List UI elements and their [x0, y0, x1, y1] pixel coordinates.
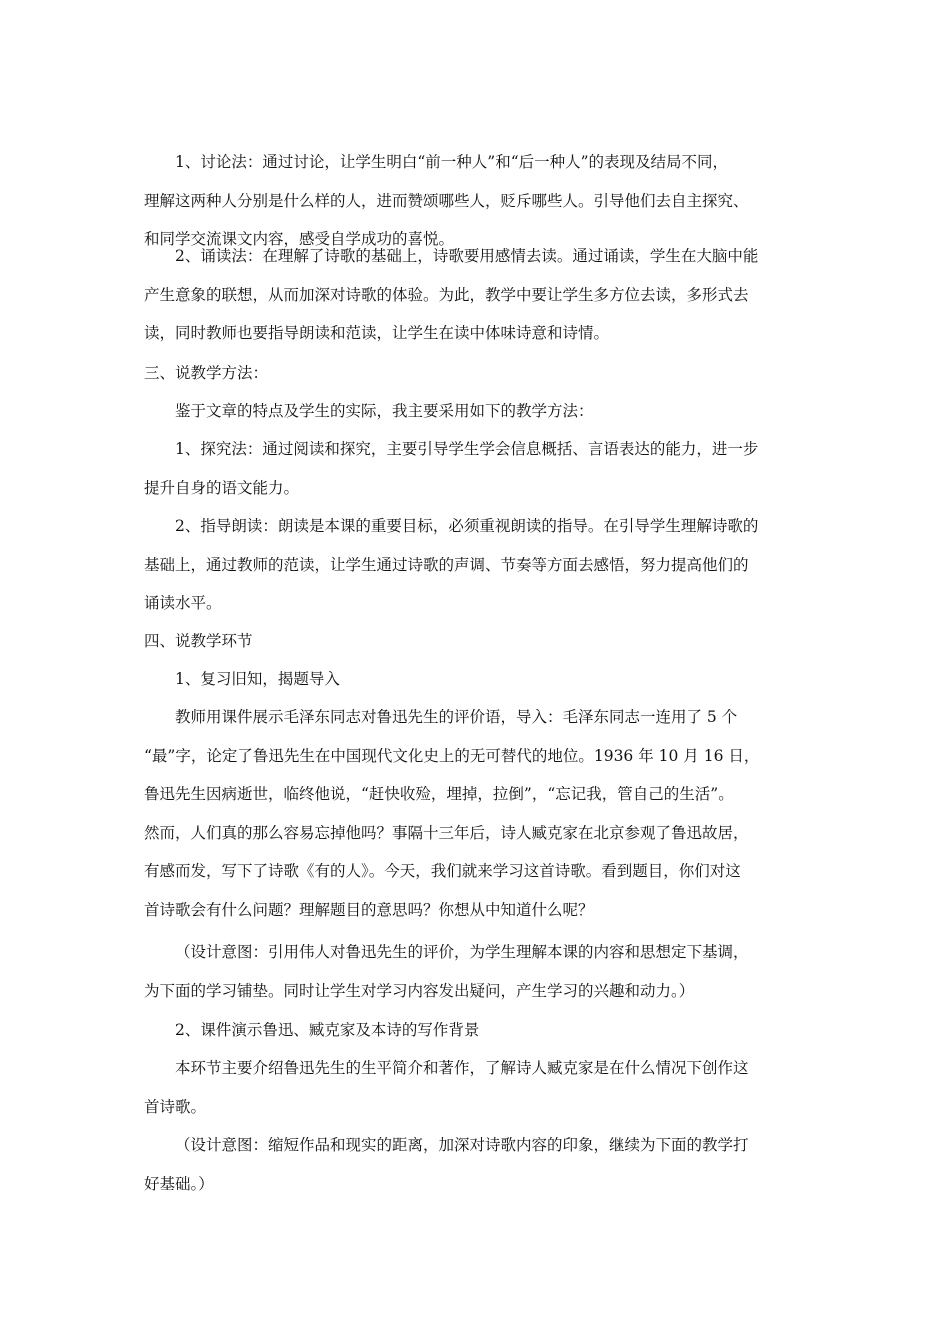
- text-line: 为下面的学习铺垫。同时让学生对学习内容发出疑问，产生学习的兴趣和动力。）: [144, 981, 695, 1000]
- text-line: 产生意象的联想，从而加深对诗歌的体验。为此，教学中要让学生多方位去读，多形式去: [144, 285, 749, 304]
- text-line: 鲁迅先生因病逝世，临终他说，“赶快收殓，埋掉，拉倒”，“忘记我，管自己的生活”。: [144, 785, 734, 804]
- text-line: 本环节主要介绍鲁迅先生的生平简介和著作，了解诗人臧克家是在什么情况下创作这: [175, 1059, 749, 1077]
- paragraph-inquiry-method: [144, 430, 812, 507]
- paragraph-design-intent-2: [144, 1126, 812, 1203]
- text-line: 然而，人们真的那么容易忘掉他吗？事隔十三年后，诗人臧克家在北京参观了鲁迅故居，: [144, 823, 749, 842]
- paragraph-step-2-title: [144, 1011, 812, 1050]
- text-line: 和同学交流课文内容，感受自学成功的喜悦。: [144, 230, 455, 249]
- paragraph-step-1-body: [144, 698, 812, 930]
- text-line: 1、探究法：通过阅读和探究，主要引导学生学会信息概括、言语表达的能力，进一步: [175, 440, 759, 458]
- paragraph-step-1-title: [144, 660, 812, 699]
- text-line: 诵读水平。: [144, 594, 222, 613]
- text-line: 提升自身的语文能力。: [144, 478, 300, 497]
- text-line: 鉴于文章的特点及学生的实际，我主要采用如下的教学方法：: [175, 402, 594, 420]
- text-line: （设计意图：引用伟人对鲁迅先生的评价，为学生理解本课的内容和思想定下基调，: [175, 943, 749, 961]
- paragraph-step-2-body: [144, 1049, 812, 1126]
- text-line: 首诗歌。: [144, 1097, 207, 1116]
- text-line: 2、指导朗读：朗读是本课的重要目标，必须重视朗读的指导。在引导学生理解诗歌的: [175, 517, 759, 535]
- heading-line: 三、说教学方法：: [144, 364, 269, 382]
- text-line: “最”字，论定了鲁迅先生在中国现代文化史上的无可替代的地位。1936 年 10 月 16 日，: [144, 746, 760, 765]
- text-line: 2、课件演示鲁迅、臧克家及本诗的写作背景: [175, 1021, 480, 1039]
- text-line: 好基础。）: [144, 1174, 214, 1193]
- text-line: （设计意图：缩短作品和现实的距离，加深对诗歌内容的印象，继续为下面的教学打: [175, 1136, 749, 1154]
- text-line: 理解这两种人分别是什么样的人，进而赞颂哪些人，贬斥哪些人。引导他们去自主探究、: [144, 191, 749, 210]
- paragraph-recitation-method: [144, 237, 812, 353]
- paragraph-design-intent-1: [144, 933, 812, 1010]
- text-line: 教师用课件展示毛泽东同志对鲁迅先生的评价语，导入：毛泽东同志一连用了 5 个: [175, 708, 738, 726]
- paragraph-guided-reading: [144, 507, 812, 623]
- text-line: 有感而发，写下了诗歌《有的人》。今天，我们就来学习这首诗歌。看到题目，你们对这: [144, 862, 741, 881]
- text-line: 首诗歌会有什么问题？理解题目的意思吗？你想从中知道什么呢？: [144, 900, 594, 919]
- text-line: 1、复习旧知，揭题导入: [175, 670, 340, 688]
- paragraph-methods-intro: [144, 392, 812, 431]
- text-line: 2、诵读法：在理解了诗歌的基础上，诗歌要用感情去读。通过诵读，学生在大脑中能: [175, 247, 759, 265]
- text-line: 基础上，通过教师的范读，让学生通过诗歌的声调、节奏等方面去感悟，努力提高他们的: [144, 555, 749, 574]
- section-heading-teaching-methods: [144, 354, 812, 393]
- section-heading-teaching-steps: [144, 622, 812, 661]
- text-line: 1、讨论法：通过讨论，让学生明白“前一种人”和“后一种人”的表现及结局不同，: [175, 153, 729, 171]
- heading-line: 四、说教学环节: [144, 632, 253, 650]
- text-line: 读，同时教师也要指导朗读和范读，让学生在读中体味诗意和诗情。: [144, 324, 610, 343]
